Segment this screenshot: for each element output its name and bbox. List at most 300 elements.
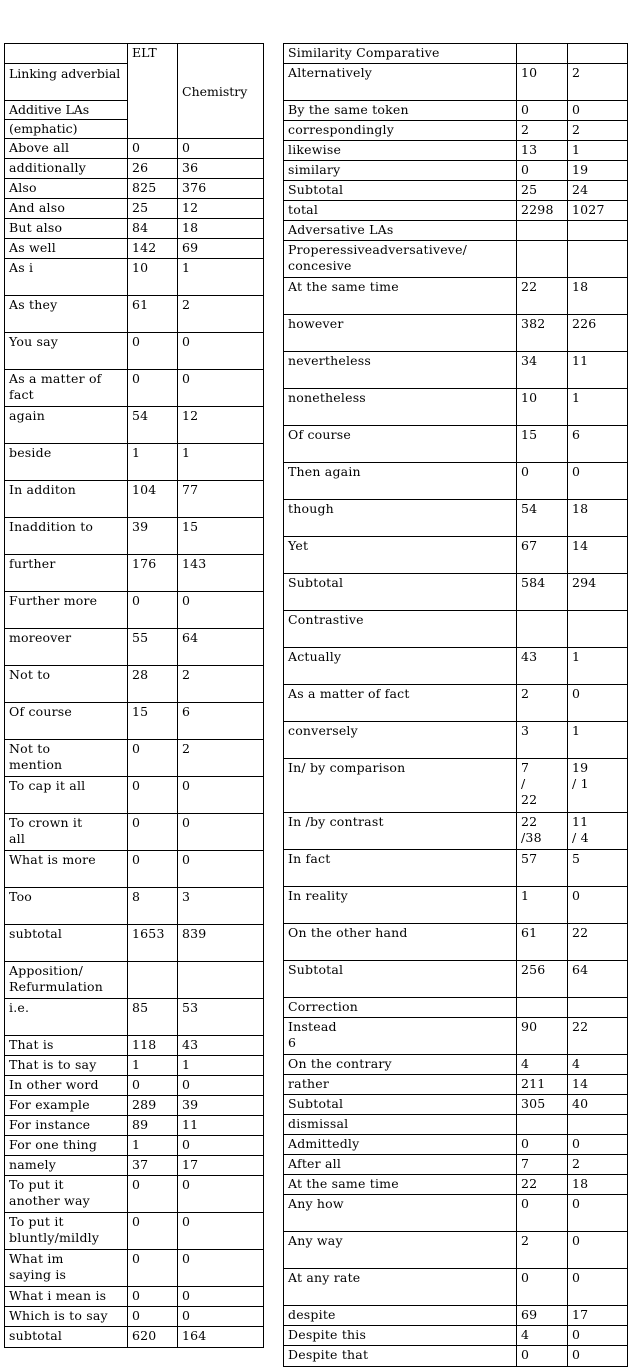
row-label: That is xyxy=(9,1037,54,1052)
elt-value: 69 xyxy=(516,1306,567,1325)
elt-value: 1 xyxy=(127,1056,177,1075)
elt-value: 305 xyxy=(516,1095,567,1114)
elt-value xyxy=(516,998,567,1017)
row-label: Correction xyxy=(288,999,359,1014)
table-row xyxy=(5,703,263,740)
elt-value xyxy=(516,44,567,63)
table-row xyxy=(284,961,627,998)
table-row xyxy=(5,1056,263,1076)
row-label: In other word xyxy=(9,1077,99,1092)
elt-value: 15 xyxy=(127,703,177,739)
row-label: dismissal xyxy=(288,1116,349,1131)
row-label: though xyxy=(288,501,334,516)
elt-value: 37 xyxy=(127,1156,177,1175)
chemistry-value: 1 xyxy=(567,389,627,425)
table-row xyxy=(284,101,627,121)
table-row xyxy=(284,998,627,1018)
table-row xyxy=(5,1327,263,1347)
table-row xyxy=(284,1155,627,1175)
elt-value: 25 xyxy=(516,181,567,200)
row-label: nevertheless xyxy=(288,353,371,368)
chemistry-value: 11 xyxy=(567,352,627,388)
chemistry-value: 0 xyxy=(567,887,627,923)
table-row xyxy=(5,592,263,629)
chemistry-value: 2 xyxy=(177,296,263,332)
elt-value: 0 xyxy=(127,333,177,369)
row-label: In /by contrast xyxy=(288,814,384,829)
elt-value: 0 xyxy=(127,1287,177,1306)
elt-value: 10 xyxy=(516,389,567,425)
table-row xyxy=(284,44,627,64)
table-row xyxy=(5,555,263,592)
row-label: After all xyxy=(288,1156,342,1171)
chemistry-value: 143 xyxy=(177,555,263,591)
row-label: Despite this xyxy=(288,1327,367,1342)
row-label: total xyxy=(288,202,319,217)
row-label: Any way xyxy=(288,1233,343,1248)
table-row xyxy=(5,740,263,777)
row-label: To cap it all xyxy=(9,778,86,793)
chemistry-value: 6 xyxy=(177,703,263,739)
row-label: Further more xyxy=(9,593,98,608)
elt-value: 84 xyxy=(127,219,177,238)
chemistry-value: 22 xyxy=(567,924,627,960)
chemistry-value: 1 xyxy=(567,722,627,758)
table-row xyxy=(284,1135,627,1155)
elt-value: 0 xyxy=(516,1195,567,1231)
elt-value xyxy=(516,241,567,277)
chemistry-value xyxy=(567,221,627,240)
row-label: likewise xyxy=(288,142,342,157)
table-row xyxy=(284,759,627,813)
row-label: Alternatively xyxy=(288,65,373,80)
table-row xyxy=(284,1115,627,1135)
row-label: That is to say xyxy=(9,1057,97,1072)
chemistry-value: 1 xyxy=(177,259,263,295)
row-label: What i mean is xyxy=(9,1288,107,1303)
row-label: Not to xyxy=(9,667,51,682)
row-label: As a matter of fact xyxy=(9,371,102,402)
elt-value: 0 xyxy=(127,777,177,813)
table-row xyxy=(5,239,263,259)
chemistry-value: 0 xyxy=(567,1346,627,1366)
elt-value: 22 /38 xyxy=(516,813,567,849)
table-row xyxy=(5,666,263,703)
header-linking-adverbial: Linking adverbial xyxy=(5,63,127,100)
row-label: What im saying is xyxy=(9,1251,67,1282)
row-label: Subtotal xyxy=(288,1096,344,1111)
table-row xyxy=(284,850,627,887)
elt-value: 1 xyxy=(127,444,177,480)
table-row xyxy=(284,1095,627,1115)
chemistry-value: 4 xyxy=(567,1055,627,1074)
row-label: What is more xyxy=(9,852,96,867)
elt-value: 118 xyxy=(127,1036,177,1055)
table-row xyxy=(5,407,263,444)
table-row xyxy=(5,851,263,888)
table-row xyxy=(5,1136,263,1156)
table-row xyxy=(284,1075,627,1095)
chemistry-value: 1 xyxy=(567,141,627,160)
table-row xyxy=(5,777,263,814)
table-row xyxy=(284,1346,627,1366)
left-table-body xyxy=(5,139,263,1347)
table-row xyxy=(5,139,263,159)
elt-value: 584 xyxy=(516,574,567,610)
chemistry-value: 0 xyxy=(177,139,263,158)
table-row xyxy=(5,1287,263,1307)
table-row xyxy=(284,221,627,241)
row-label: Subtotal xyxy=(288,962,344,977)
row-label: Properessiveadversativeve/ concesive xyxy=(288,242,468,273)
table-row xyxy=(284,1269,627,1306)
row-label: And also xyxy=(9,200,66,215)
chemistry-value: 0 xyxy=(177,1287,263,1306)
elt-value: 3 xyxy=(516,722,567,758)
row-label: Subtotal xyxy=(288,575,344,590)
table-row xyxy=(5,179,263,199)
chemistry-value: 0 xyxy=(177,851,263,887)
row-label: Similarity Comparative xyxy=(288,45,440,60)
elt-value: 26 xyxy=(127,159,177,178)
row-label: For instance xyxy=(9,1117,91,1132)
chemistry-value: 77 xyxy=(177,481,263,517)
chemistry-value: 24 xyxy=(567,181,627,200)
elt-value: 0 xyxy=(516,1346,567,1366)
header-chemistry: Chemistry xyxy=(177,44,263,139)
table-row xyxy=(5,370,263,407)
chemistry-value: 2 xyxy=(567,64,627,100)
elt-value: 382 xyxy=(516,315,567,351)
row-label: despite xyxy=(288,1307,336,1322)
row-label: Adversative LAs xyxy=(288,222,394,237)
row-label: In reality xyxy=(288,888,348,903)
chemistry-value: 2 xyxy=(567,121,627,140)
row-label: i.e. xyxy=(9,1000,30,1015)
elt-value: 55 xyxy=(127,629,177,665)
row-label: rather xyxy=(288,1076,330,1091)
table-row xyxy=(284,887,627,924)
elt-value: 0 xyxy=(516,101,567,120)
chemistry-value: 17 xyxy=(567,1306,627,1325)
elt-value: 825 xyxy=(127,179,177,198)
chemistry-value: 0 xyxy=(177,592,263,628)
elt-value: 0 xyxy=(127,1176,177,1212)
chemistry-value: 1 xyxy=(177,1056,263,1075)
table-row xyxy=(284,389,627,426)
row-label: conversely xyxy=(288,723,358,738)
chemistry-value xyxy=(567,1115,627,1134)
row-label: At any rate xyxy=(288,1270,361,1285)
row-label: At the same time xyxy=(288,279,399,294)
table-row xyxy=(5,481,263,518)
elt-value: 1 xyxy=(516,887,567,923)
elt-value: 0 xyxy=(516,1135,567,1154)
elt-value: 2298 xyxy=(516,201,567,220)
elt-value: 104 xyxy=(127,481,177,517)
chemistry-value: 11 / 4 xyxy=(567,813,627,849)
chemistry-value: 5 xyxy=(567,850,627,886)
chemistry-value: 0 xyxy=(177,370,263,406)
table-row xyxy=(284,161,627,181)
table-row xyxy=(5,259,263,296)
elt-value: 61 xyxy=(127,296,177,332)
table-row xyxy=(284,537,627,574)
chemistry-value: 0 xyxy=(177,1250,263,1286)
row-label: Apposition/ Refurmulation xyxy=(9,963,104,994)
chemistry-value: 0 xyxy=(177,1307,263,1326)
elt-value: 67 xyxy=(516,537,567,573)
row-label: To put it another way xyxy=(9,1177,90,1208)
elt-value: 61 xyxy=(516,924,567,960)
row-label: Inaddition to xyxy=(9,519,94,534)
row-label: Any how xyxy=(288,1196,344,1211)
chemistry-value: 1027 xyxy=(567,201,627,220)
chemistry-value: 18 xyxy=(567,1175,627,1194)
elt-value: 2 xyxy=(516,1232,567,1268)
table-row xyxy=(5,296,263,333)
elt-value: 10 xyxy=(127,259,177,295)
table-row xyxy=(284,1195,627,1232)
chemistry-value: 12 xyxy=(177,407,263,443)
elt-value: 13 xyxy=(516,141,567,160)
table-row xyxy=(5,999,263,1036)
table-row xyxy=(284,352,627,389)
elt-value: 142 xyxy=(127,239,177,258)
elt-value: 39 xyxy=(127,518,177,554)
chemistry-value: 18 xyxy=(177,219,263,238)
row-label: Of course xyxy=(288,427,352,442)
row-label: however xyxy=(288,316,344,331)
elt-value: 4 xyxy=(516,1055,567,1074)
chemistry-value: 14 xyxy=(567,1075,627,1094)
row-label: For example xyxy=(9,1097,90,1112)
elt-value: 0 xyxy=(127,139,177,158)
chemistry-value: 14 xyxy=(567,537,627,573)
table-row xyxy=(5,1213,263,1250)
table-row xyxy=(284,315,627,352)
row-label: Yet xyxy=(288,538,309,553)
table-row xyxy=(5,1076,263,1096)
table-row xyxy=(284,648,627,685)
elt-value: 176 xyxy=(127,555,177,591)
table-row xyxy=(284,1326,627,1346)
chemistry-value: 3 xyxy=(177,888,263,924)
chemistry-value: 226 xyxy=(567,315,627,351)
chemistry-value: 0 xyxy=(177,777,263,813)
chemistry-value: 40 xyxy=(567,1095,627,1114)
elt-value: 0 xyxy=(127,1250,177,1286)
chemistry-value: 2 xyxy=(177,740,263,776)
row-label: Subtotal xyxy=(288,182,344,197)
table-row xyxy=(5,333,263,370)
elt-value: 1 xyxy=(127,1136,177,1155)
elt-value: 90 xyxy=(516,1018,567,1054)
chemistry-value: 1 xyxy=(177,444,263,480)
right-table xyxy=(283,43,628,1367)
header-additive-las: Additive LAs xyxy=(5,100,127,120)
chemistry-value: 0 xyxy=(567,1232,627,1268)
table-row xyxy=(284,278,627,315)
table-row xyxy=(5,518,263,555)
row-label: Which is to say xyxy=(9,1308,108,1323)
chemistry-value: 0 xyxy=(567,685,627,721)
elt-value: 0 xyxy=(127,1213,177,1249)
header-emphatic: (emphatic) xyxy=(9,121,78,136)
elt-value: 8 xyxy=(127,888,177,924)
elt-value: 0 xyxy=(516,463,567,499)
table-row xyxy=(5,1156,263,1176)
chemistry-value: 17 xyxy=(177,1156,263,1175)
row-label: On the other hand xyxy=(288,925,408,940)
chemistry-value: 18 xyxy=(567,500,627,536)
table-row xyxy=(284,500,627,537)
elt-value: 620 xyxy=(127,1327,177,1347)
elt-value xyxy=(516,221,567,240)
chemistry-value: 64 xyxy=(177,629,263,665)
row-label: namely xyxy=(9,1157,57,1172)
chemistry-value: 0 xyxy=(567,1135,627,1154)
chemistry-value: 164 xyxy=(177,1327,263,1347)
elt-value: 1653 xyxy=(127,925,177,961)
chemistry-value: 0 xyxy=(177,814,263,850)
elt-value: 289 xyxy=(127,1096,177,1115)
row-label: In additon xyxy=(9,482,77,497)
elt-value: 85 xyxy=(127,999,177,1035)
row-label: You say xyxy=(9,334,59,349)
row-label: further xyxy=(9,556,56,571)
elt-value: 54 xyxy=(127,407,177,443)
table-row xyxy=(5,1096,263,1116)
row-label: Also xyxy=(9,180,37,195)
elt-value: 7 / 22 xyxy=(516,759,567,812)
table-row xyxy=(5,444,263,481)
elt-value: 0 xyxy=(127,370,177,406)
elt-value xyxy=(516,1115,567,1134)
row-label: To crown it all xyxy=(9,815,83,846)
chemistry-value: 0 xyxy=(177,1136,263,1155)
table-row xyxy=(5,962,263,999)
row-label: correspondingly xyxy=(288,122,394,137)
row-label: In/ by comparison xyxy=(288,760,406,775)
row-label: Actually xyxy=(288,649,342,664)
elt-value: 256 xyxy=(516,961,567,997)
chemistry-value: 0 xyxy=(567,463,627,499)
chemistry-value xyxy=(567,44,627,63)
chemistry-value: 22 xyxy=(567,1018,627,1054)
chemistry-value xyxy=(567,611,627,647)
chemistry-value xyxy=(567,998,627,1017)
table-row xyxy=(284,924,627,961)
table-row xyxy=(284,1232,627,1269)
chemistry-value: 19 xyxy=(567,161,627,180)
row-label: Despite that xyxy=(288,1347,369,1362)
chemistry-value: 18 xyxy=(567,278,627,314)
elt-value: 4 xyxy=(516,1326,567,1345)
chemistry-value: 53 xyxy=(177,999,263,1035)
row-label: additionally xyxy=(9,160,86,175)
row-label: beside xyxy=(9,445,52,460)
row-label: nonetheless xyxy=(288,390,366,405)
table-row xyxy=(284,685,627,722)
table-row xyxy=(284,1018,627,1055)
row-label: Contrastive xyxy=(288,612,364,627)
elt-value: 7 xyxy=(516,1155,567,1174)
chemistry-value: 2 xyxy=(177,666,263,702)
row-label: At the same time xyxy=(288,1176,399,1191)
row-label: By the same token xyxy=(288,102,409,117)
chemistry-value: 0 xyxy=(567,1269,627,1305)
elt-value: 54 xyxy=(516,500,567,536)
chemistry-value: 6 xyxy=(567,426,627,462)
table-row xyxy=(5,1036,263,1056)
elt-value: 57 xyxy=(516,850,567,886)
row-label: Of course xyxy=(9,704,73,719)
elt-value xyxy=(127,962,177,998)
left-table xyxy=(4,43,264,1348)
row-label: But also xyxy=(9,220,63,235)
table-row xyxy=(5,219,263,239)
row-label: On the contrary xyxy=(288,1056,392,1071)
chemistry-value xyxy=(567,241,627,277)
table-row xyxy=(284,463,627,500)
table-row xyxy=(284,1055,627,1075)
chemistry-value: 839 xyxy=(177,925,263,961)
elt-value: 0 xyxy=(127,814,177,850)
elt-value: 211 xyxy=(516,1075,567,1094)
table-row xyxy=(284,64,627,101)
row-label: As i xyxy=(9,260,34,275)
chemistry-value xyxy=(177,962,263,998)
chemistry-value: 1 xyxy=(567,648,627,684)
table-row xyxy=(5,159,263,179)
table-row xyxy=(284,141,627,161)
elt-value: 0 xyxy=(127,1307,177,1326)
elt-value: 2 xyxy=(516,685,567,721)
table-row xyxy=(5,1307,263,1327)
row-label: For one thing xyxy=(9,1137,98,1152)
table-row xyxy=(284,611,627,648)
table-row xyxy=(5,629,263,666)
elt-value: 28 xyxy=(127,666,177,702)
table-row xyxy=(284,1306,627,1326)
elt-value: 2 xyxy=(516,121,567,140)
table-row xyxy=(284,574,627,611)
table-row xyxy=(5,1116,263,1136)
chemistry-value: 0 xyxy=(567,1195,627,1231)
table-row xyxy=(284,181,627,201)
header-elt: ELT xyxy=(127,44,177,139)
chemistry-value: 15 xyxy=(177,518,263,554)
row-label: again xyxy=(9,408,45,423)
elt-value: 0 xyxy=(516,1269,567,1305)
left-table-header xyxy=(5,44,263,139)
row-label: subtotal xyxy=(9,1328,63,1343)
chemistry-value: 0 xyxy=(567,101,627,120)
row-label: To put it bluntly/mildly xyxy=(9,1214,100,1245)
chemistry-value: 12 xyxy=(177,199,263,218)
elt-value: 0 xyxy=(127,851,177,887)
table-row xyxy=(284,426,627,463)
table-row xyxy=(5,925,263,962)
chemistry-value: 0 xyxy=(567,1326,627,1345)
chemistry-value: 0 xyxy=(177,333,263,369)
table-row xyxy=(5,1176,263,1213)
elt-value: 0 xyxy=(127,592,177,628)
row-label: moreover xyxy=(9,630,72,645)
table-row xyxy=(284,1175,627,1195)
chemistry-value: 0 xyxy=(177,1213,263,1249)
